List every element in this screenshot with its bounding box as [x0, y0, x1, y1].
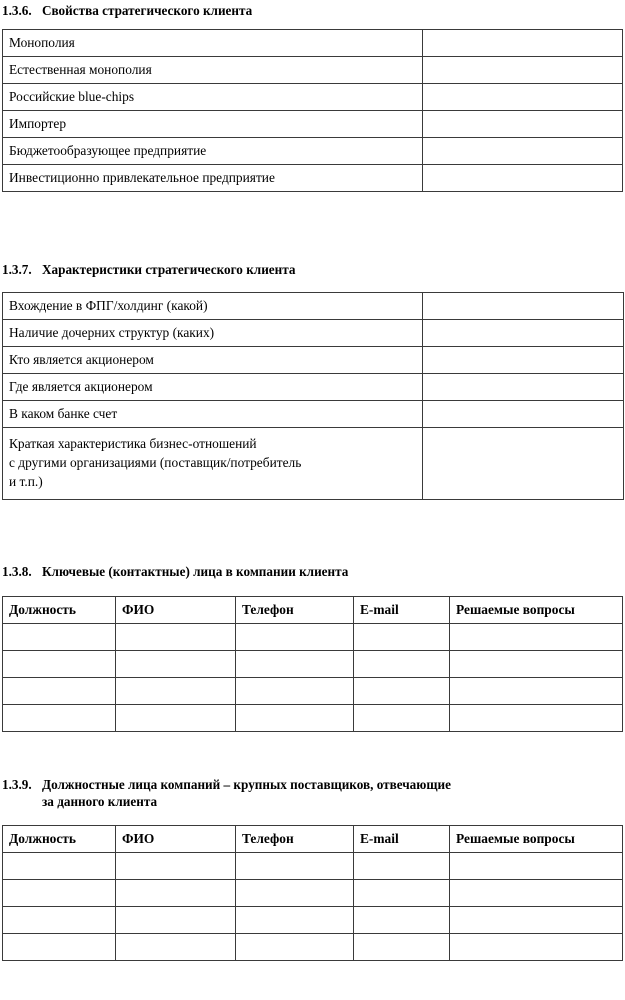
cell-email[interactable] — [354, 651, 450, 678]
row-label-line: Краткая характеристика бизнес-отношений — [9, 436, 257, 451]
table-key-contacts — [2, 596, 623, 732]
table-supplier-officials — [2, 825, 623, 961]
row-label-line: с другими организациями (поставщик/потребитель — [9, 455, 302, 470]
section-title-line2: за данного клиента — [42, 794, 158, 809]
section-number: 1.3.6. — [2, 3, 32, 18]
row-label: Инвестиционно привлекательное предприятие — [3, 165, 423, 192]
table-header-row — [3, 826, 623, 853]
row-label: Бюджетообразующее предприятие — [3, 138, 423, 165]
table-characteristics-wrapper — [2, 292, 624, 500]
section-title-line1: Должностные лица компаний – крупных поставщиков, отвечающие — [42, 777, 451, 792]
cell-fullname[interactable] — [116, 880, 236, 907]
cell-topics[interactable] — [450, 934, 623, 961]
column-header-topics: Решаемые вопросы — [450, 597, 623, 624]
cell-email[interactable] — [354, 624, 450, 651]
table-row — [3, 880, 623, 907]
row-label: Где является акционером — [3, 374, 423, 401]
table-row — [3, 165, 623, 192]
cell-fullname[interactable] — [116, 678, 236, 705]
column-header-position: Должность — [3, 826, 116, 853]
cell-phone[interactable] — [236, 934, 354, 961]
section-number: 1.3.7. — [2, 262, 32, 277]
row-label: Естественная монополия — [3, 57, 423, 84]
cell-position[interactable] — [3, 907, 116, 934]
cell-position[interactable] — [3, 705, 116, 732]
cell-phone[interactable] — [236, 624, 354, 651]
table-properties-wrapper — [2, 29, 623, 192]
row-label: Монополия — [3, 30, 423, 57]
cell-phone[interactable] — [236, 907, 354, 934]
column-header-position: Должность — [3, 597, 116, 624]
section-title — [42, 776, 624, 810]
row-value-cell[interactable] — [423, 347, 624, 374]
column-header-email: E-mail — [354, 597, 450, 624]
cell-phone[interactable] — [236, 678, 354, 705]
row-value-cell[interactable] — [423, 320, 624, 347]
cell-topics[interactable] — [450, 678, 623, 705]
table-row — [3, 320, 624, 347]
table-row — [3, 907, 623, 934]
row-value-cell[interactable] — [423, 428, 624, 500]
cell-topics[interactable] — [450, 907, 623, 934]
row-value-cell[interactable] — [423, 293, 624, 320]
table-row — [3, 678, 623, 705]
cell-topics[interactable] — [450, 705, 623, 732]
cell-fullname[interactable] — [116, 853, 236, 880]
table-row — [3, 401, 624, 428]
cell-email[interactable] — [354, 934, 450, 961]
table-row — [3, 293, 624, 320]
row-value-cell[interactable] — [423, 30, 623, 57]
row-label: Импортер — [3, 111, 423, 138]
cell-position[interactable] — [3, 651, 116, 678]
table-supplier-officials-wrapper — [2, 825, 623, 961]
section-heading-1-3-6 — [2, 2, 622, 19]
cell-email[interactable] — [354, 705, 450, 732]
cell-position[interactable] — [3, 934, 116, 961]
column-header-fullname: ФИО — [116, 826, 236, 853]
table-strategic-client-properties — [2, 29, 623, 192]
cell-position[interactable] — [3, 678, 116, 705]
cell-phone[interactable] — [236, 651, 354, 678]
table-row — [3, 853, 623, 880]
table-header-row — [3, 597, 623, 624]
table-row — [3, 84, 623, 111]
row-value-cell[interactable] — [423, 165, 623, 192]
row-label-line: и т.п.) — [9, 474, 43, 489]
cell-fullname[interactable] — [116, 705, 236, 732]
table-row — [3, 934, 623, 961]
column-header-phone: Телефон — [236, 597, 354, 624]
column-header-fullname: ФИО — [116, 597, 236, 624]
table-row — [3, 347, 624, 374]
section-title: Свойства стратегического клиента — [42, 3, 253, 18]
table-row — [3, 138, 623, 165]
cell-fullname[interactable] — [116, 651, 236, 678]
cell-topics[interactable] — [450, 853, 623, 880]
table-row — [3, 111, 623, 138]
cell-position[interactable] — [3, 853, 116, 880]
section-number: 1.3.9. — [2, 777, 32, 792]
cell-topics[interactable] — [450, 651, 623, 678]
cell-fullname[interactable] — [116, 624, 236, 651]
row-label: Наличие дочерних структур (каких) — [3, 320, 423, 347]
row-value-cell[interactable] — [423, 111, 623, 138]
section-title: Ключевые (контактные) лица в компании клиента — [42, 564, 349, 579]
section-heading-1-3-7 — [2, 261, 622, 278]
table-row — [3, 30, 623, 57]
table-row — [3, 705, 623, 732]
row-value-cell[interactable] — [423, 138, 623, 165]
section-heading-1-3-8 — [2, 563, 622, 580]
cell-topics[interactable] — [450, 880, 623, 907]
row-value-cell[interactable] — [423, 57, 623, 84]
table-row — [3, 651, 623, 678]
section-heading-1-3-9 — [2, 776, 624, 810]
section-title: Характеристики стратегического клиента — [42, 262, 296, 277]
section-number: 1.3.8. — [2, 564, 32, 579]
table-row — [3, 57, 623, 84]
cell-position[interactable] — [3, 880, 116, 907]
row-label: Вхождение в ФПГ/холдинг (какой) — [3, 293, 423, 320]
row-value-cell[interactable] — [423, 401, 624, 428]
table-row — [3, 428, 624, 500]
cell-email[interactable] — [354, 880, 450, 907]
row-value-cell[interactable] — [423, 374, 624, 401]
cell-phone[interactable] — [236, 853, 354, 880]
cell-phone[interactable] — [236, 705, 354, 732]
row-value-cell[interactable] — [423, 84, 623, 111]
row-label-multiline — [3, 428, 423, 500]
column-header-email: E-mail — [354, 826, 450, 853]
cell-topics[interactable] — [450, 624, 623, 651]
table-row — [3, 374, 624, 401]
cell-email[interactable] — [354, 678, 450, 705]
row-label: В каком банке счет — [3, 401, 423, 428]
table-strategic-client-characteristics — [2, 292, 624, 500]
cell-email[interactable] — [354, 853, 450, 880]
row-label: Российские blue-chips — [3, 84, 423, 111]
column-header-topics: Решаемые вопросы — [450, 826, 623, 853]
table-row — [3, 624, 623, 651]
row-label: Кто является акционером — [3, 347, 423, 374]
cell-email[interactable] — [354, 907, 450, 934]
column-header-phone: Телефон — [236, 826, 354, 853]
cell-position[interactable] — [3, 624, 116, 651]
cell-fullname[interactable] — [116, 907, 236, 934]
cell-fullname[interactable] — [116, 934, 236, 961]
table-key-contacts-wrapper — [2, 596, 623, 732]
cell-phone[interactable] — [236, 880, 354, 907]
